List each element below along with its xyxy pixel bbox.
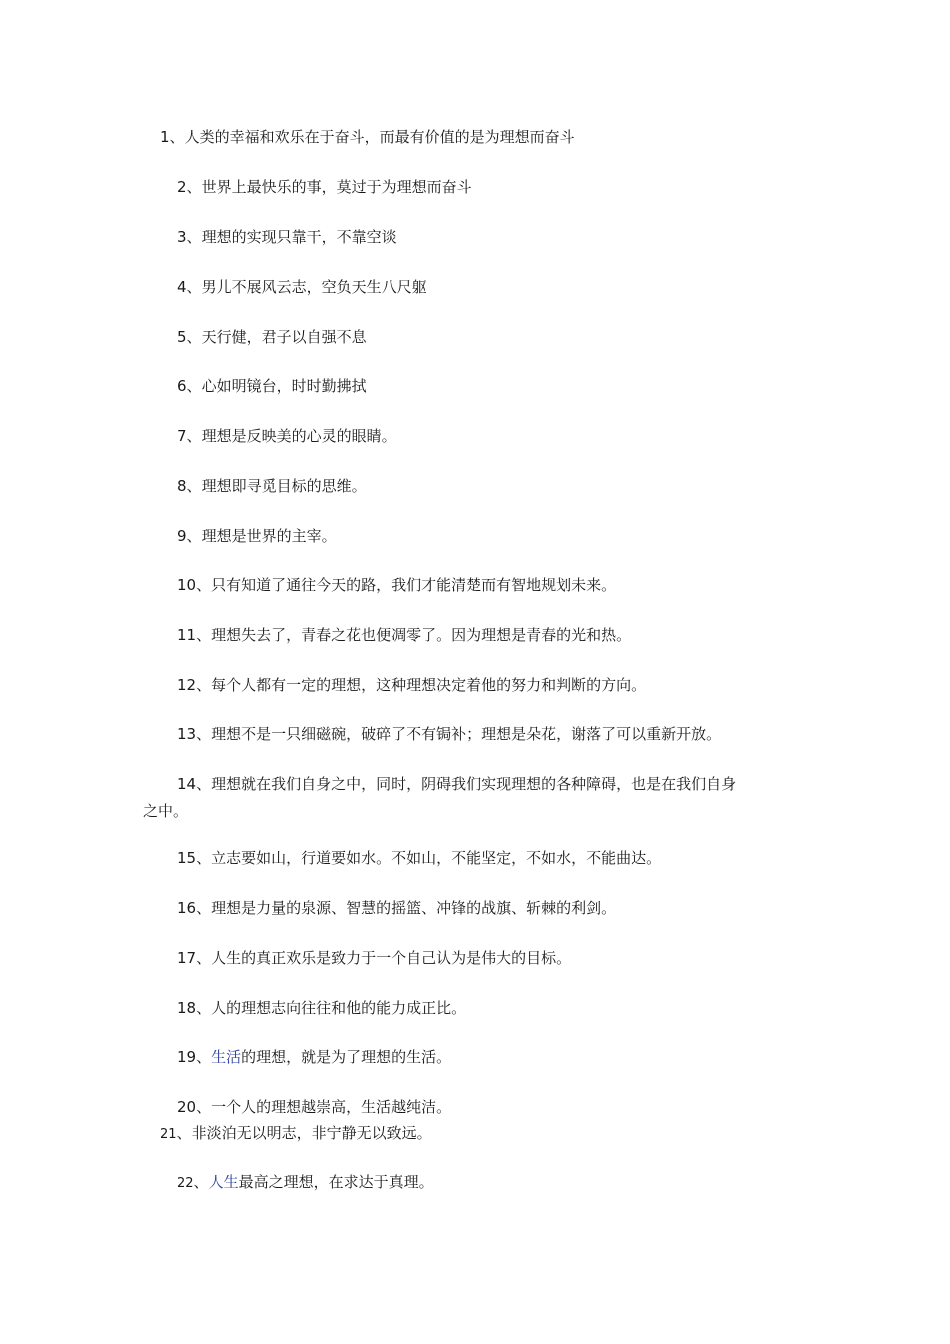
list-item bbox=[177, 722, 721, 746]
list-item bbox=[177, 772, 736, 796]
item-number: 13 bbox=[177, 725, 197, 743]
item-separator: 、 bbox=[196, 576, 212, 594]
item-separator: 、 bbox=[196, 1098, 212, 1116]
item-separator: 、 bbox=[186, 477, 202, 495]
item-number: 2 bbox=[177, 178, 187, 196]
list-item bbox=[177, 896, 616, 920]
life-link[interactable]: 人生 bbox=[208, 1173, 239, 1191]
item-separator: 、 bbox=[196, 626, 212, 644]
item-separator: 、 bbox=[186, 228, 202, 246]
item-number: 22 bbox=[177, 1176, 194, 1191]
list-item bbox=[177, 673, 646, 697]
item-separator: 、 bbox=[186, 328, 202, 346]
item-number: 11 bbox=[177, 626, 197, 644]
item-number: 9 bbox=[177, 527, 187, 545]
list-item-continuation: 之中。 bbox=[143, 802, 189, 820]
item-number: 10 bbox=[177, 576, 197, 594]
item-text: 立志要如山，行道要如水。不如山，不能坚定，不如水，不能曲达。 bbox=[211, 849, 662, 867]
item-text: 世界上最快乐的事，莫过于为理想而奋斗 bbox=[201, 178, 472, 196]
list-item bbox=[177, 623, 631, 647]
item-separator: 、 bbox=[196, 849, 212, 867]
list-item bbox=[177, 325, 367, 349]
item-text: 心如明镜台，时时勤拂拭 bbox=[201, 377, 367, 395]
item-separator: 、 bbox=[196, 999, 212, 1017]
list-item bbox=[177, 175, 472, 199]
item-text: 每个人都有一定的理想，这种理想决定着他的努力和判断的方向。 bbox=[211, 676, 647, 694]
item-separator: 、 bbox=[176, 1124, 192, 1142]
item-number: 19 bbox=[177, 1048, 197, 1066]
item-separator: 、 bbox=[186, 427, 202, 445]
item-text: 理想是力量的泉源、智慧的摇篮、冲锋的战旗、斩棘的利剑。 bbox=[211, 899, 617, 917]
item-text: 只有知道了通往今天的路，我们才能清楚而有智地规划未来。 bbox=[211, 576, 617, 594]
item-number: 4 bbox=[177, 278, 187, 296]
item-text: 理想就在我们自身之中，同时，阴碍我们实现理想的各种障碍，也是在我们自身 bbox=[211, 775, 737, 793]
list-item bbox=[177, 225, 397, 249]
list-item bbox=[177, 424, 397, 448]
item-separator: 、 bbox=[196, 676, 212, 694]
list-item bbox=[177, 1170, 434, 1196]
list-item bbox=[177, 996, 466, 1020]
list-item bbox=[177, 474, 367, 498]
list-item bbox=[177, 524, 337, 548]
item-separator: 、 bbox=[196, 899, 212, 917]
item-separator: 、 bbox=[186, 527, 202, 545]
item-text: 天行健，君子以自强不息 bbox=[201, 328, 367, 346]
item-number: 16 bbox=[177, 899, 197, 917]
item-separator: 、 bbox=[193, 1173, 209, 1191]
item-text: 非淡泊无以明志，非宁静无以致远。 bbox=[191, 1124, 432, 1142]
item-number: 21 bbox=[160, 1127, 177, 1142]
list-item bbox=[160, 125, 575, 149]
item-text: 理想是世界的主宰。 bbox=[201, 527, 337, 545]
item-text: 的理想，就是为了理想的生活。 bbox=[241, 1048, 452, 1066]
list-item bbox=[177, 573, 616, 597]
item-text: 理想不是一只细磁碗，破碎了不有锔补；理想是朵花，谢落了可以重新开放。 bbox=[211, 725, 722, 743]
item-separator: 、 bbox=[186, 278, 202, 296]
item-text: 男儿不展风云志，空负天生八尺躯 bbox=[201, 278, 427, 296]
item-text: 理想是反映美的心灵的眼睛。 bbox=[201, 427, 397, 445]
item-separator: 、 bbox=[196, 775, 212, 793]
item-number: 1 bbox=[160, 128, 170, 146]
item-separator: 、 bbox=[196, 949, 212, 967]
item-text: 一个人的理想越崇高，生活越纯洁。 bbox=[211, 1098, 452, 1116]
item-number: 17 bbox=[177, 949, 197, 967]
life-link[interactable]: 生活 bbox=[211, 1048, 242, 1066]
item-text: 人类的幸福和欢乐在于奋斗，而最有价值的是为理想而奋斗 bbox=[184, 128, 575, 146]
item-number: 20 bbox=[177, 1098, 197, 1116]
item-number: 5 bbox=[177, 328, 187, 346]
list-item bbox=[160, 1121, 432, 1147]
item-text: 理想的实现只靠干，不靠空谈 bbox=[201, 228, 397, 246]
item-text: 理想失去了，青春之花也便凋零了。因为理想是青春的光和热。 bbox=[211, 626, 632, 644]
item-text: 人生的真正欢乐是致力于一个自己认为是伟大的目标。 bbox=[211, 949, 572, 967]
item-number: 18 bbox=[177, 999, 197, 1017]
item-number: 12 bbox=[177, 676, 197, 694]
item-number: 8 bbox=[177, 477, 187, 495]
item-separator: 、 bbox=[169, 128, 185, 146]
item-number: 7 bbox=[177, 427, 187, 445]
item-text: 人的理想志向往往和他的能力成正比。 bbox=[211, 999, 467, 1017]
list-item bbox=[177, 846, 661, 870]
item-separator: 、 bbox=[186, 178, 202, 196]
item-text: 最高之理想，在求达于真理。 bbox=[238, 1173, 434, 1191]
item-separator: 、 bbox=[196, 725, 212, 743]
list-item bbox=[177, 1045, 451, 1069]
list-item bbox=[177, 374, 367, 398]
item-number: 6 bbox=[177, 377, 187, 395]
item-number: 14 bbox=[177, 775, 197, 793]
item-number: 3 bbox=[177, 228, 187, 246]
list-item bbox=[177, 275, 427, 299]
list-item bbox=[177, 946, 571, 970]
list-item bbox=[177, 1095, 451, 1119]
item-separator: 、 bbox=[186, 377, 202, 395]
item-separator: 、 bbox=[196, 1048, 212, 1066]
item-number: 15 bbox=[177, 849, 197, 867]
item-text: 理想即寻觅目标的思维。 bbox=[201, 477, 367, 495]
